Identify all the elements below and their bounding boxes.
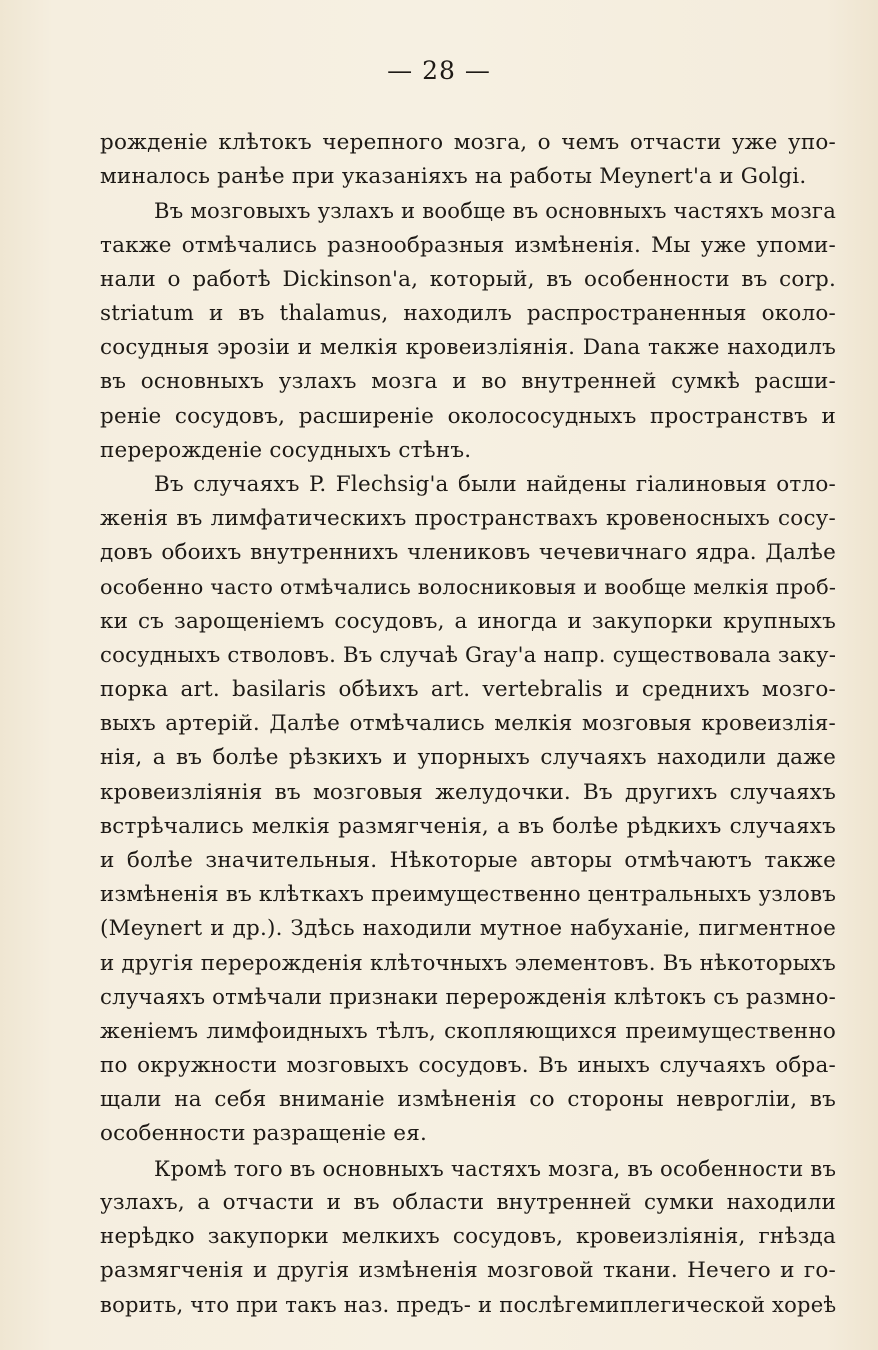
text-line: и болѣе значительныя. Нѣкоторые авторы отмѣчаютъ также — [100, 847, 836, 873]
text-line: перерожденіе сосудныхъ стѣнъ. — [100, 437, 472, 463]
text-line: женіемъ лимфоидныхъ тѣлъ, скопляющихся преимущественно — [100, 1018, 836, 1044]
text-line: случаяхъ отмѣчали признаки перерожденія клѣтокъ съ размно- — [100, 984, 837, 1010]
text-line: сосудныхъ стволовъ. Въ случаѣ Gray'а напр. существовала заку- — [100, 642, 837, 668]
text-line: размягченія и другія измѣненія мозговой ткани. Нечего и го- — [100, 1258, 836, 1284]
body-text — [100, 126, 836, 1323]
text-line: особенно часто отмѣчались волосниковыя и вообще мелкія проб- — [100, 575, 837, 600]
text-line: особенности разращеніе ея. — [100, 1121, 427, 1147]
text-line: кровеизліянія въ мозговыя желудочки. Въ другихъ случаяхъ — [100, 779, 836, 805]
text-line: выхъ артерій. Далѣе отмѣчались мелкія мозговыя кровеизлія- — [100, 711, 836, 737]
text-line: сосудныя эрозіи и мелкія кровеизліянія. Dana также находилъ — [100, 335, 836, 361]
text-line: встрѣчались мелкія размягченія, а въ болѣе рѣдкихъ случаяхъ — [100, 813, 836, 839]
text-line: рожденіе клѣтокъ черепного мозга, о чемъ отчасти уже упо- — [100, 130, 836, 155]
text-line: ворить, что при такъ наз. предъ- и послѣгемиплегической хореѣ — [100, 1292, 837, 1318]
text-line: въ основныхъ узлахъ мозга и во внутренней сумкѣ расши- — [100, 369, 836, 395]
text-line: ки съ зарощеніемъ сосудовъ, а иногда и закупорки крупныхъ — [100, 608, 836, 634]
text-line: Въ случаяхъ P. Flechsig'а были найдены гіалиновыя отло- — [154, 471, 836, 497]
text-line: женія въ лимфатическихъ пространствахъ кровеносныхъ сосу- — [100, 506, 836, 532]
text-line: нерѣдко закупорки мелкихъ сосудовъ, кровеизліянія, гнѣзда — [100, 1224, 836, 1249]
text-line: миналось ранѣе при указаніяхъ на работы Meynert'а и Golgi. — [100, 164, 807, 190]
text-line: Кромѣ того въ основныхъ частяхъ мозга, въ особенности въ — [154, 1155, 837, 1181]
text-line: довъ обоихъ внутреннихъ члениковъ чечевичнаго ядра. Далѣе — [100, 540, 836, 566]
text-line: по окружности мозговыхъ сосудовъ. Въ иныхъ случаяхъ обра- — [100, 1053, 836, 1079]
text-line: striatum и въ thalamus, находилъ распространенныя около- — [100, 300, 836, 326]
page-number: — 28 — — [387, 56, 491, 85]
text-line: Въ мозговыхъ узлахъ и вообще въ основныхъ частяхъ мозга — [154, 198, 836, 224]
text-line: также отмѣчались разнообразныя измѣненія. Мы уже упоми- — [100, 232, 836, 258]
text-line: узлахъ, а отчасти и въ области внутренней сумки находили — [100, 1189, 836, 1215]
text-line: нія, а въ болѣе рѣзкихъ и упорныхъ случаяхъ находили даже — [100, 745, 836, 771]
text-line: реніе сосудовъ, расширеніе околососудныхъ пространствъ и — [100, 403, 836, 429]
text-line: (Meynert и др.). Здѣсь находили мутное набуханіе, пигментное — [100, 916, 836, 942]
text-line: порка art. basilaris обѣихъ art. vertebralis и среднихъ мозго- — [100, 677, 836, 702]
text-line: и другія перерожденія клѣточныхъ элементовъ. Въ нѣкоторыхъ — [100, 950, 836, 976]
text-line: нали о работѣ Dickinson'а, который, въ особенности въ corp. — [100, 266, 836, 292]
text-line: измѣненія въ клѣткахъ преимущественно центральныхъ узловъ — [100, 882, 837, 908]
text-line: щали на себя вниманіе измѣненія со стороны невроглiи, въ — [100, 1087, 836, 1113]
